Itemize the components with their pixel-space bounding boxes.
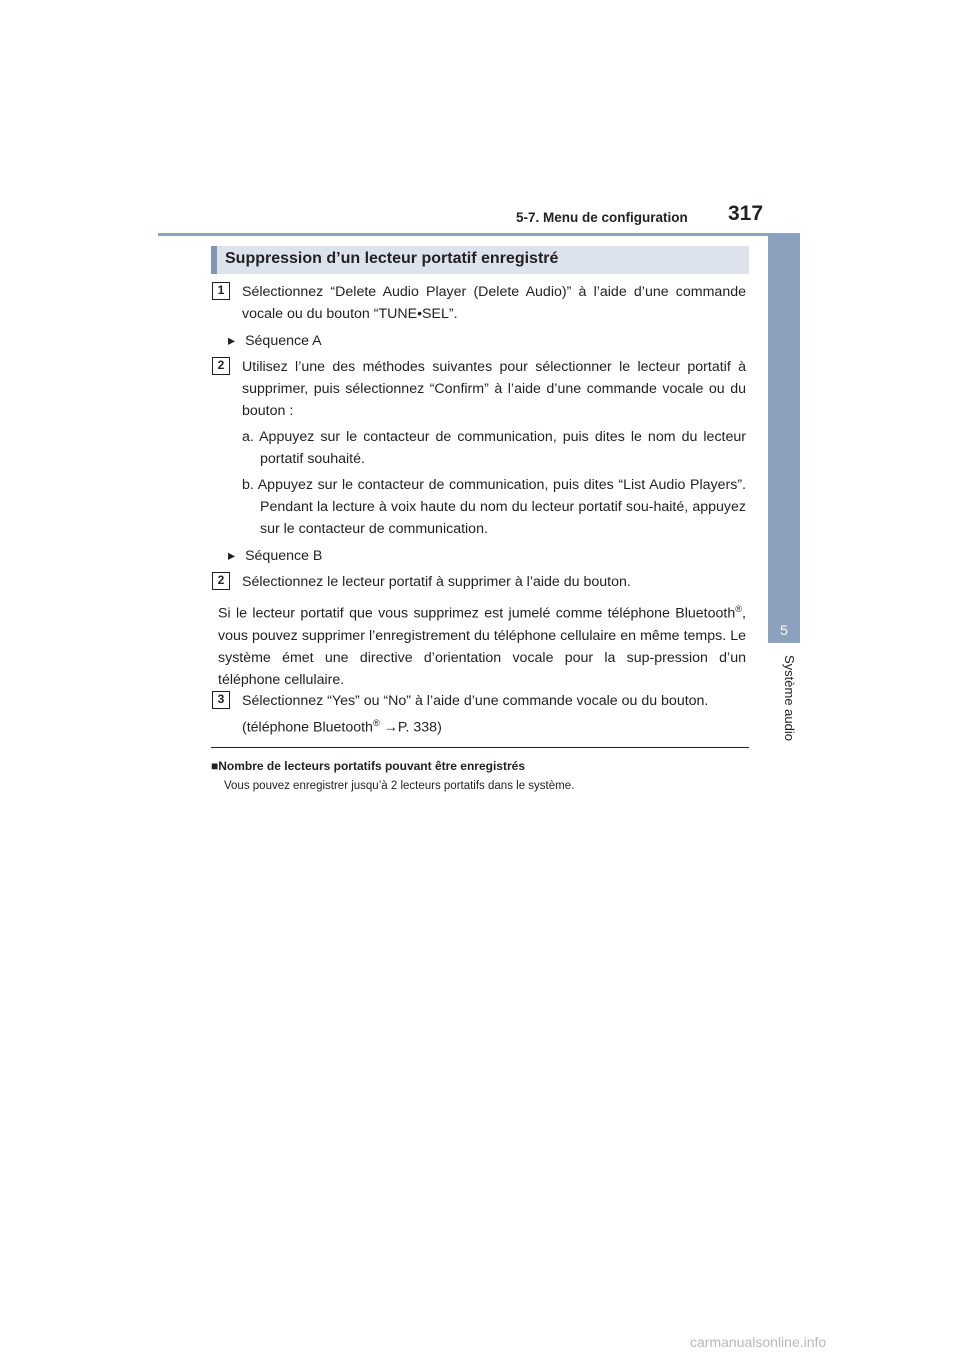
sequence-a-bullet — [228, 330, 322, 352]
bluetooth-paragraph — [218, 598, 746, 691]
note-text: Vous pouvez enregistrer jusqu’à 2 lecteurs portatifs dans le système. — [224, 780, 575, 792]
step-badge-2a: 2 — [212, 357, 230, 375]
paragraph-part-1: Si le lecteur portatif que vous supprimez est jumelé comme téléphone Bluetooth — [218, 605, 736, 622]
registered-mark: ® — [735, 604, 743, 614]
reference-text: (téléphone Bluetooth — [242, 719, 373, 736]
step-3-reference — [242, 712, 746, 739]
sub-option-b: b. Appuyez sur le contacteur de communication, puis dites “List Audio Players”. Pendant la lecture à voix haute du nom du lecteur portatif sou-haité, appuyez sur le contacteur de communication. — [242, 477, 746, 537]
page-number: 317 — [728, 202, 764, 225]
page-header-section: 5-7. Menu de configuration — [516, 210, 688, 225]
section-title: Suppression d’un lecteur portatif enregistré — [225, 250, 559, 267]
page-reference-link[interactable]: P. 338) — [397, 719, 442, 736]
chapter-number: 5 — [780, 622, 788, 638]
step-text-2b: Sélectionnez le lecteur portatif à supprimer à l’aide du bouton. — [242, 574, 631, 590]
note-divider — [211, 747, 749, 748]
step-text-2a: Utilisez l’une des méthodes suivantes pour sélectionner le lecteur portatif à supprimer, puis sélectionnez “Confirm” à l’aide d’une commande vocale ou du bouton : — [242, 359, 746, 419]
header-rule — [158, 233, 800, 236]
triangle-bullet-icon: ▸ — [228, 333, 236, 349]
arrow-right-icon: → — [379, 719, 398, 736]
registered-mark: ® — [372, 718, 380, 728]
watermark: carmanualsonline.info — [690, 1334, 827, 1350]
step-text-1: Sélectionnez “Delete Audio Player (Delete Audio)” à l’aide d’une commande vocale ou du bouton “TUNE•SEL”. — [242, 284, 746, 322]
sequence-b-bullet — [228, 545, 322, 567]
chapter-label: Système audio — [782, 655, 797, 741]
paragraph-part-2: , vous pouvez supprimer l’enregistrement du téléphone cellulaire en même temps. Le système émet une directive d’orientation vocale pour la sup-pression d’un téléphone cellulaire. — [218, 605, 746, 688]
step-text-3 — [242, 690, 746, 739]
note-title: ■Nombre de lecteurs portatifs pouvant être enregistrés — [211, 759, 525, 773]
sequence-b-label: Séquence B — [245, 548, 323, 564]
chapter-side-tab — [768, 236, 800, 643]
step-badge-3: 3 — [212, 691, 230, 709]
sequence-a-label: Séquence A — [245, 333, 322, 349]
sub-option-a: a. Appuyez sur le contacteur de communication, puis dites le nom du lecteur portatif souhaité. — [242, 429, 746, 467]
step-badge-2b: 2 — [212, 572, 230, 590]
triangle-bullet-icon: ▸ — [228, 548, 236, 564]
section-title-bar — [211, 246, 749, 274]
step-badge-1: 1 — [212, 282, 230, 300]
step-3-instruction: Sélectionnez “Yes” ou “No” à l’aide d’une commande vocale ou du bouton. — [242, 693, 709, 709]
